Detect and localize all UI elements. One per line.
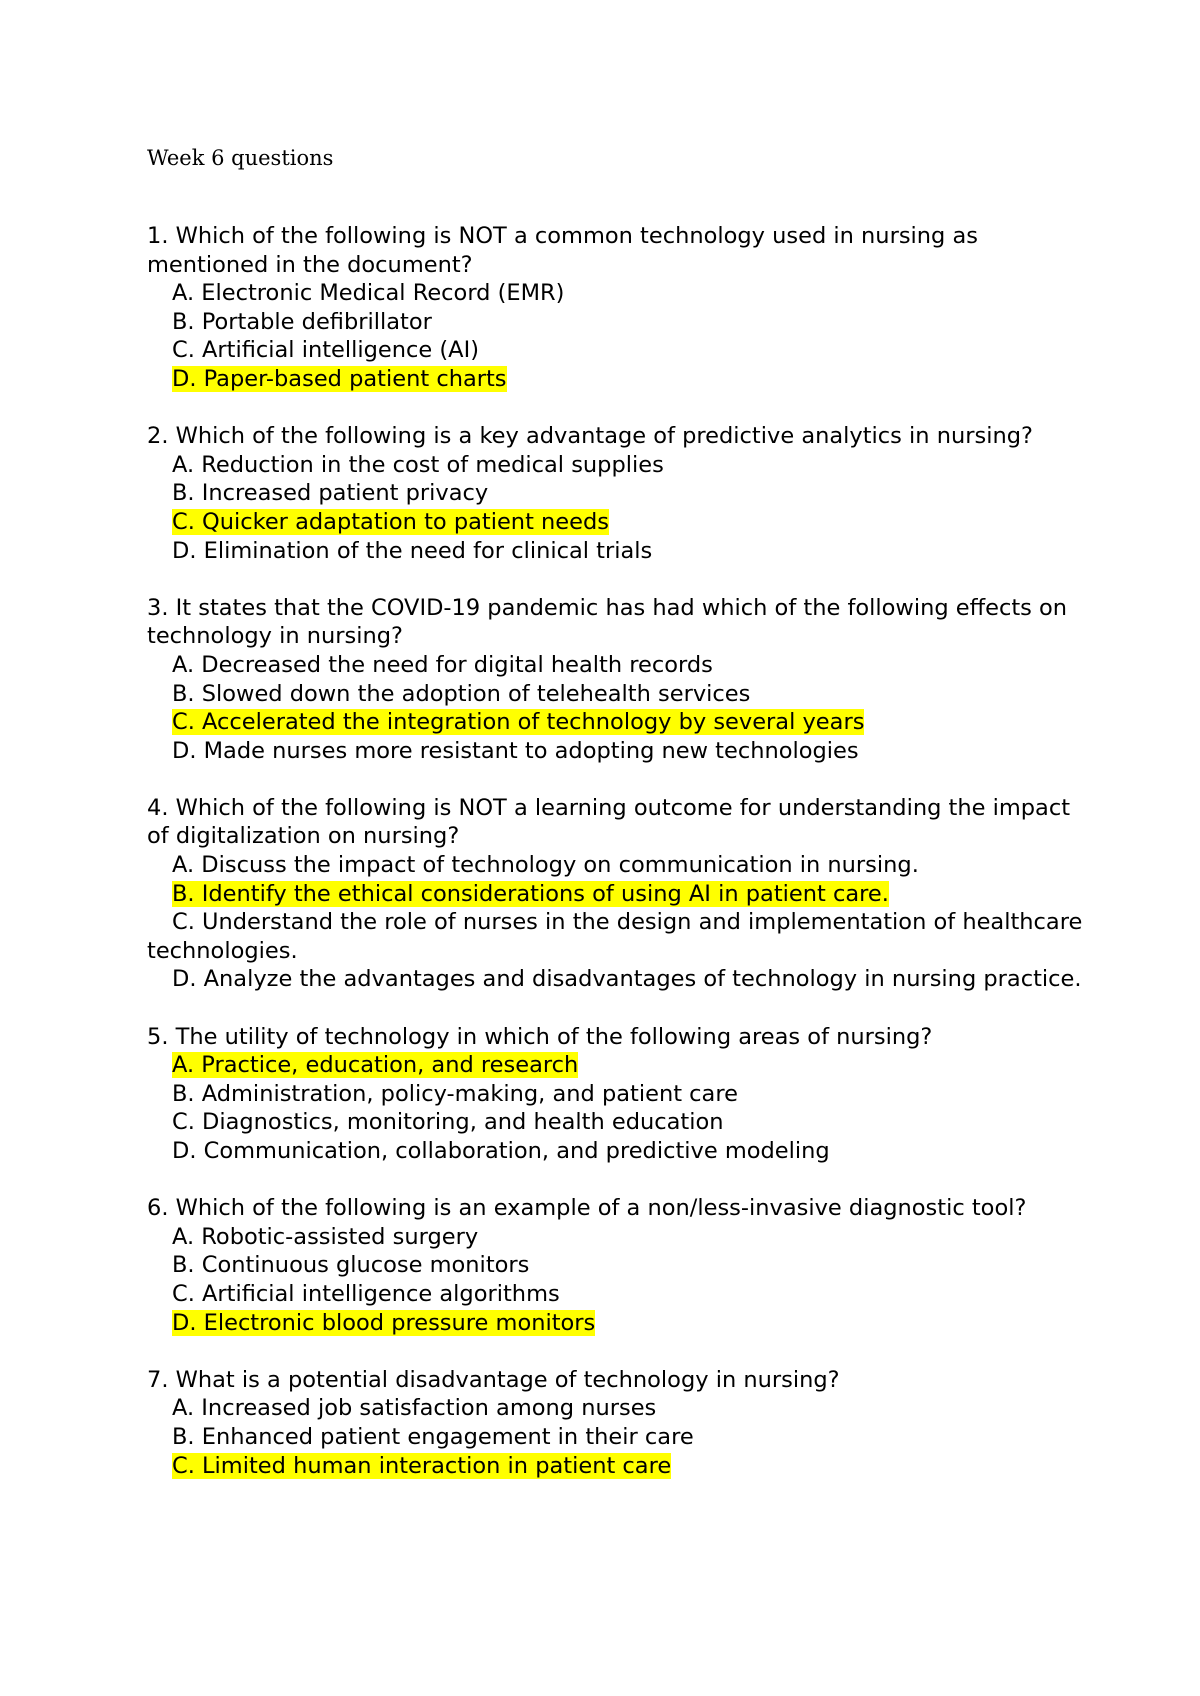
answer-text: B. Continuous glucose monitors [172,1252,530,1279]
question-5 [147,1023,1087,1166]
answer-text: A. Electronic Medical Record (EMR) [172,280,565,307]
highlighted-answer: D. Electronic blood pressure monitors [172,1309,596,1336]
question-7 [147,1366,1087,1480]
highlighted-answer: C. Limited human interaction in patient care [172,1452,672,1479]
answer-text: B. Portable defibrillator [172,308,432,335]
answer-text: A. Reduction in the cost of medical supplies [172,451,664,478]
answer-text: D. Analyze the advantages and disadvantages of technology in nursing practice. [172,966,1082,993]
answer-option [147,451,1087,480]
answer-text: C. Understand the role of nurses in the design and implementation of healthcare technologies. [147,909,1083,964]
answer-text: C. Artificial intelligence algorithms [172,1280,560,1307]
highlighted-answer: B. Identify the ethical considerations of using AI in patient care. [172,880,889,907]
answer-option [147,1423,1087,1452]
answer-text: A. Decreased the need for digital health records [172,651,713,678]
question-1 [147,222,1087,394]
question-4 [147,794,1087,994]
answer-option [147,1452,1087,1481]
answer-text: C. Artificial intelligence (AI) [172,337,479,364]
question-text: 7. What is a potential disadvantage of technology in nursing? [147,1366,840,1393]
answer-text: A. Increased job satisfaction among nurses [172,1395,657,1422]
answer-option [147,1309,1087,1338]
answer-text: B. Slowed down the adoption of telehealth services [172,680,751,707]
answer-option [147,508,1087,537]
answer-option [147,908,1087,965]
answer-option [147,1251,1087,1280]
question-text: 6. Which of the following is an example of a non/less-invasive diagnostic tool? [147,1195,1027,1222]
question-text: 4. Which of the following is NOT a learning outcome for understanding the impact of digitalization on nursing? [147,794,1071,850]
answer-text: D. Communication, collaboration, and predictive modeling [172,1138,830,1164]
answer-option [147,308,1087,337]
answer-option [147,1051,1087,1080]
answer-option [147,1394,1087,1423]
answer-text: D. Elimination of the need for clinical trials [172,537,653,564]
answer-text: B. Enhanced patient engagement in their care [172,1423,694,1450]
answer-text: C. Diagnostics, monitoring, and health education [172,1109,724,1136]
highlighted-answer: C. Accelerated the integration of technology by several years [172,709,865,736]
answer-text: A. Robotic-assisted surgery [172,1223,479,1250]
question-text: 3. It states that the COVID-19 pandemic has had which of the following effects on technology in nursing? [147,594,1068,650]
answer-text: D. Made nurses more resistant to adopting new technologies [172,737,859,764]
answer-option [147,336,1087,365]
question-text: 5. The utility of technology in which of the following areas of nursing? [147,1023,933,1050]
answer-option [147,880,1087,909]
question-text: 2. Which of the following is a key advantage of predictive analytics in nursing? [147,423,1033,450]
question-3 [147,594,1087,766]
question-6 [147,1194,1087,1337]
answer-option [147,1108,1087,1137]
question-2 [147,422,1087,565]
question-list [147,222,1087,1509]
answer-option [147,651,1087,680]
answer-text: B. Administration, policy-making, and patient care [172,1080,738,1107]
answer-text: A. Discuss the impact of technology on communication in nursing. [172,852,919,879]
answer-option [147,680,1087,709]
highlighted-answer: A. Practice, education, and research [172,1052,579,1079]
answer-option [147,537,1087,566]
answer-option [147,851,1087,880]
answer-text: B. Increased patient privacy [172,480,489,507]
answer-option [147,279,1087,308]
answer-option [147,1137,1087,1166]
answer-option [147,1280,1087,1309]
answer-option [147,965,1087,994]
question-text: 1. Which of the following is NOT a common technology used in nursing as mentioned in the document? [147,223,978,278]
page-title: Week 6 questions [147,146,334,170]
answer-option [147,479,1087,508]
answer-option [147,708,1087,737]
highlighted-answer: C. Quicker adaptation to patient needs [172,508,609,535]
answer-option [147,1080,1087,1109]
answer-option [147,365,1087,394]
answer-option [147,737,1087,766]
highlighted-answer: D. Paper-based patient charts [172,365,507,392]
answer-option [147,1223,1087,1252]
